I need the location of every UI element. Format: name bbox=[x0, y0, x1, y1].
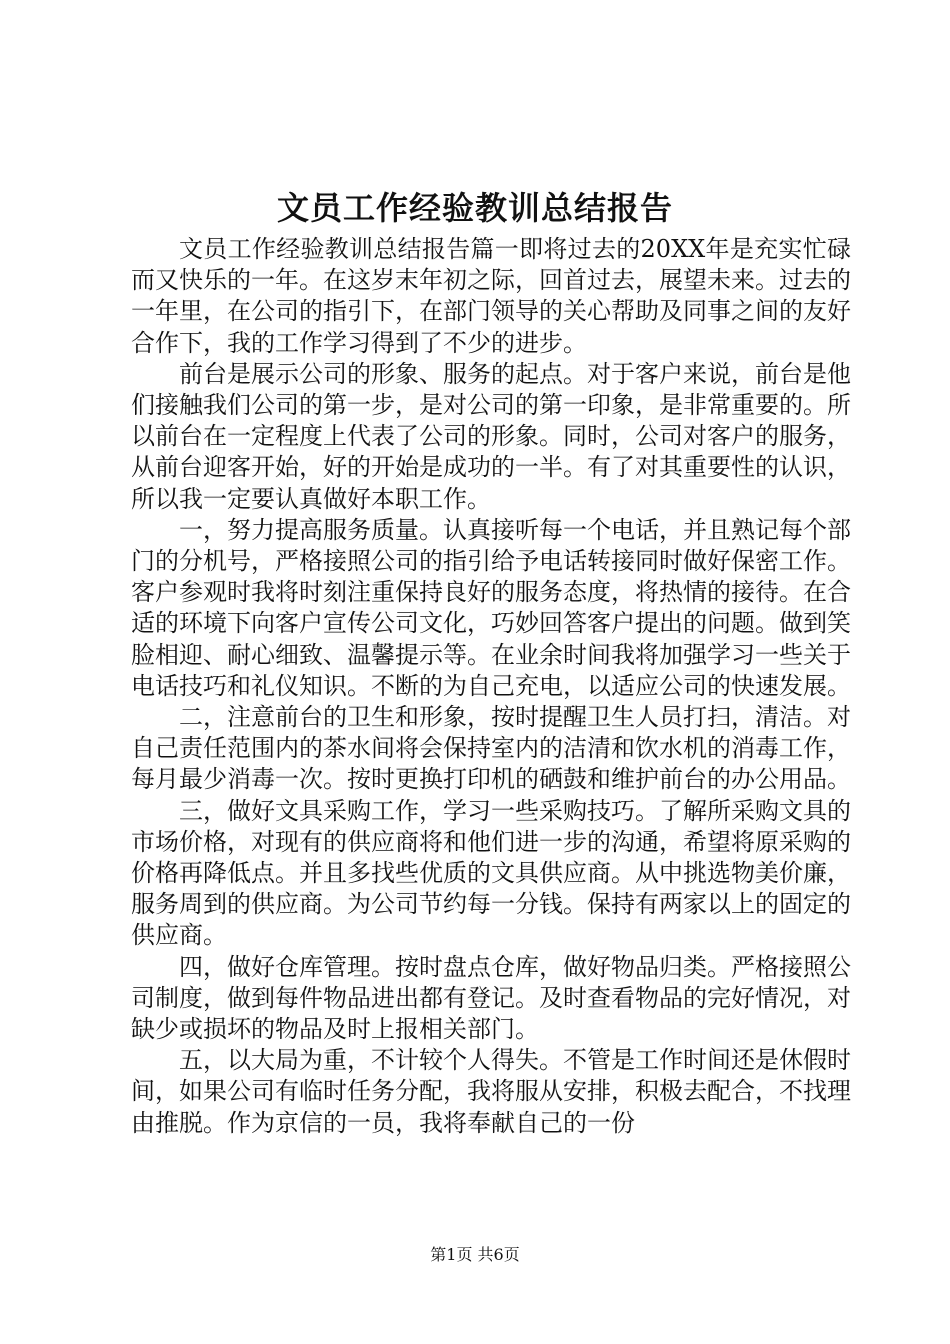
paragraph-point-one: 一，努力提高服务质量。认真接听每一个电话，并且熟记每个部门的分机号，严格接照公司的指引给予电话转接同时做好保密工作。客户参观时我将时刻注重保持良好的服务态度，将热情的接待。在合适的环境下向客户宣传公司文化，巧妙回答客户提出的问题。做到笑脸相迎、耐心细致、温馨提示等。在业余时间我将加强学习一些关于电话技巧和礼仪知识。不断的为自己充电，以适应公司的快速发展。 bbox=[131, 515, 851, 700]
document-body bbox=[131, 234, 851, 1139]
paragraph-point-five: 五，以大局为重，不计较个人得失。不管是工作时间还是休假时间，如果公司有临时任务分配，我将服从安排，积极去配合，不找理由推脱。作为京信的一员，我将奉献自己的一份 bbox=[131, 1046, 851, 1137]
paragraph-point-three: 三，做好文具采购工作，学习一些采购技巧。了解所采购文具的市场价格，对现有的供应商将和他们进一步的沟通，希望将原采购的价格再降低点。并且多找些优质的文具供应商。从中挑选物美价廉，服务周到的供应商。为公司节约每一分钱。保持有两家以上的固定的供应商。 bbox=[131, 796, 851, 950]
page-number-footer: 第1页 共6页 bbox=[430, 1245, 520, 1264]
paragraph-point-two: 二，注意前台的卫生和形象，按时提醒卫生人员打扫，清洁。对自己责任范围内的茶水间将会保持室内的洁清和饮水机的消毒工作，每月最少消毒一次。按时更换打印机的硒鼓和维护前台的办公用品。 bbox=[131, 703, 851, 794]
paragraph-point-four: 四，做好仓库管理。按时盘点仓库，做好物品归类。严格接照公司制度，做到每件物品进出都有登记。及时查看物品的完好情况，对缺少或损坏的物品及时上报相关部门。 bbox=[131, 952, 851, 1044]
document-title: 文员工作经验教训总结报告 bbox=[276, 189, 673, 227]
paragraph-front-desk: 前台是展示公司的形象、服务的起点。对于客户来说，前台是他们接触我们公司的第一步，是对公司的第一印象，是非常重要的。所以前台在一定程度上代表了公司的形象。同时，公司对客户的服务，从前台迎客开始，好的开始是成功的一半。有了对其重要性的认识，所以我一定要认真做好本职工作。 bbox=[131, 359, 851, 513]
paragraph-intro: 文员工作经验教训总结报告篇一即将过去的20XX年是充实忙碌而又快乐的一年。在这岁末年初之际，回首过去，展望未来。过去的一年里，在公司的指引下，在部门领导的关心帮助及同事之间的友好合作下，我的工作学习得到了不少的进步。 bbox=[131, 235, 851, 357]
